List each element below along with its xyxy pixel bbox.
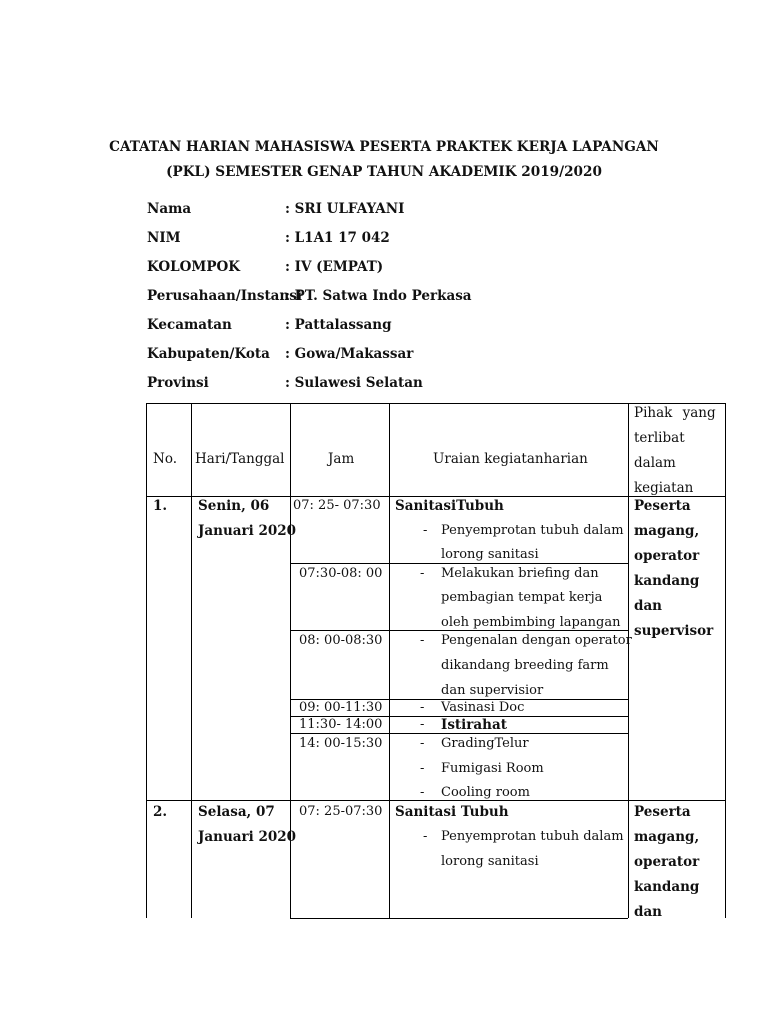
row-2-day-line-1: Selasa, 07: [198, 804, 275, 820]
header-no: No.: [153, 451, 177, 467]
table-col-line-0: [146, 403, 147, 918]
row-1-day-line-2: Januari 2020: [198, 523, 297, 539]
row-1-slot-5-time: 11:30- 14:00: [299, 717, 383, 732]
row-1-party-2: magang,: [634, 523, 700, 539]
row-2-party-1: Peserta: [634, 804, 691, 820]
row-2-no: 2.: [153, 804, 168, 820]
row-1-slot-6-item-1: GradingTelur: [441, 736, 529, 751]
info-label-kabupaten: Kabupaten/Kota: [147, 346, 270, 362]
info-value-kelompok: : IV (EMPAT): [285, 259, 384, 275]
slot-separator-1: [290, 563, 629, 564]
info-label-kecamatan: Kecamatan: [147, 317, 232, 333]
row-2-party-5: dan: [634, 904, 663, 920]
document-title-line-2: (PKL) SEMESTER GENAP TAHUN AKADEMIK 2019/2020: [166, 164, 602, 180]
info-label-kelompok: KOLOMPOK: [147, 259, 240, 275]
row-1-no: 1.: [153, 498, 168, 514]
info-label-perusahaan: Perusahaan/Instansi: [147, 288, 302, 304]
row-1-slot-4-item: Vasinasi Doc: [441, 700, 525, 715]
row-1-day-line-1: Senin, 06: [198, 498, 270, 514]
row-1-slot-1-item-line-2: lorong sanitasi: [441, 547, 539, 562]
row-1-party-4: kandang: [634, 573, 700, 589]
row-2-slot-1-time: 07: 25-07:30: [299, 804, 383, 819]
table-col-line-5: [725, 403, 726, 918]
bullet: -: [420, 785, 425, 800]
row-1-party-5: dan: [634, 598, 663, 614]
info-value-nama: : SRI ULFAYANI: [285, 201, 405, 217]
bullet: -: [423, 829, 428, 844]
info-value-kabupaten: : Gowa/Makassar: [285, 346, 414, 362]
row-2-party-3: operator: [634, 854, 700, 870]
row-1-slot-2-item-line-1: Melakukan briefing dan: [441, 566, 599, 581]
header-day: Hari/Tanggal: [195, 451, 285, 467]
row-1-slot-3-item-line-1: Pengenalan dengan operator: [441, 633, 632, 648]
document-title-line-1: CATATAN HARIAN MAHASISWA PESERTA PRAKTEK KERJA LAPANGAN: [109, 139, 659, 155]
info-label-nim: NIM: [147, 230, 181, 246]
info-value-perusahaan: : PT. Satwa Indo Perkasa: [285, 288, 472, 304]
row-1-slot-5-item: Istirahat: [441, 717, 507, 733]
header-desc: Uraian kegiatanharian: [433, 451, 588, 467]
slot-separator-row2-desc: [389, 918, 628, 919]
slot-separator-row2: [290, 918, 389, 919]
header-party-4: kegiatan: [634, 480, 694, 496]
table-border-top: [146, 403, 726, 404]
row-1-party-6: supervisor: [634, 623, 714, 639]
slot-separator-5: [290, 733, 629, 734]
row-1-slot-3-item-line-3: dan supervisior: [441, 683, 544, 698]
bullet: -: [423, 523, 428, 538]
info-label-provinsi: Provinsi: [147, 375, 209, 391]
row-2-day-line-2: Januari 2020: [198, 829, 297, 845]
row-2-slot-1-item-line-2: lorong sanitasi: [441, 854, 539, 869]
info-value-nim: : L1A1 17 042: [285, 230, 390, 246]
row-1-slot-1-time: 07: 25- 07:30: [293, 498, 381, 513]
bullet: -: [420, 700, 425, 715]
header-party-3: dalam: [634, 455, 676, 471]
row-1-slot-6-time: 14: 00-15:30: [299, 736, 383, 751]
row-1-party-3: operator: [634, 548, 700, 564]
row-2-slot-1-item-line-1: Penyemprotan tubuh dalam: [441, 829, 624, 844]
row-1-slot-4-time: 09: 00-11:30: [299, 700, 383, 715]
bullet: -: [420, 736, 425, 751]
row-1-slot-2-item-line-3: oleh pembimbing lapangan: [441, 615, 621, 630]
info-value-kecamatan: : Pattalassang: [285, 317, 392, 333]
row-1-slot-6-item-2: Fumigasi Room: [441, 761, 544, 776]
row-1-slot-6-item-3: Cooling room: [441, 785, 530, 800]
row-1-slot-1-heading: SanitasiTubuh: [395, 498, 504, 514]
table-header-bottom: [146, 496, 726, 497]
row-1-slot-1-item-line-1: Penyemprotan tubuh dalam: [441, 523, 624, 538]
info-label-nama: Nama: [147, 201, 192, 217]
row-1-slot-2-item-line-2: pembagian tempat kerja: [441, 590, 603, 605]
bullet: -: [420, 633, 425, 648]
header-party-2: terlibat: [634, 430, 685, 446]
row-1-slot-3-item-line-2: dikandang breeding farm: [441, 658, 609, 673]
row-2-party-4: kandang: [634, 879, 700, 895]
table-col-line-1: [191, 403, 192, 918]
info-value-provinsi: : Sulawesi Selatan: [285, 375, 423, 391]
row-1-slot-3-time: 08: 00-08:30: [299, 633, 383, 648]
bullet: -: [420, 717, 425, 732]
table-col-line-3: [389, 403, 390, 918]
header-time: Jam: [328, 451, 355, 467]
row-2-slot-1-heading: Sanitasi Tubuh: [395, 804, 509, 820]
bullet: -: [420, 761, 425, 776]
header-party-1: Pihak yang: [634, 405, 716, 421]
table-col-line-4: [628, 403, 629, 918]
table-row-1-bottom: [146, 800, 726, 801]
row-1-slot-2-time: 07:30-08: 00: [299, 566, 383, 581]
row-2-party-2: magang,: [634, 829, 700, 845]
bullet: -: [420, 566, 425, 581]
row-1-party-1: Peserta: [634, 498, 691, 514]
